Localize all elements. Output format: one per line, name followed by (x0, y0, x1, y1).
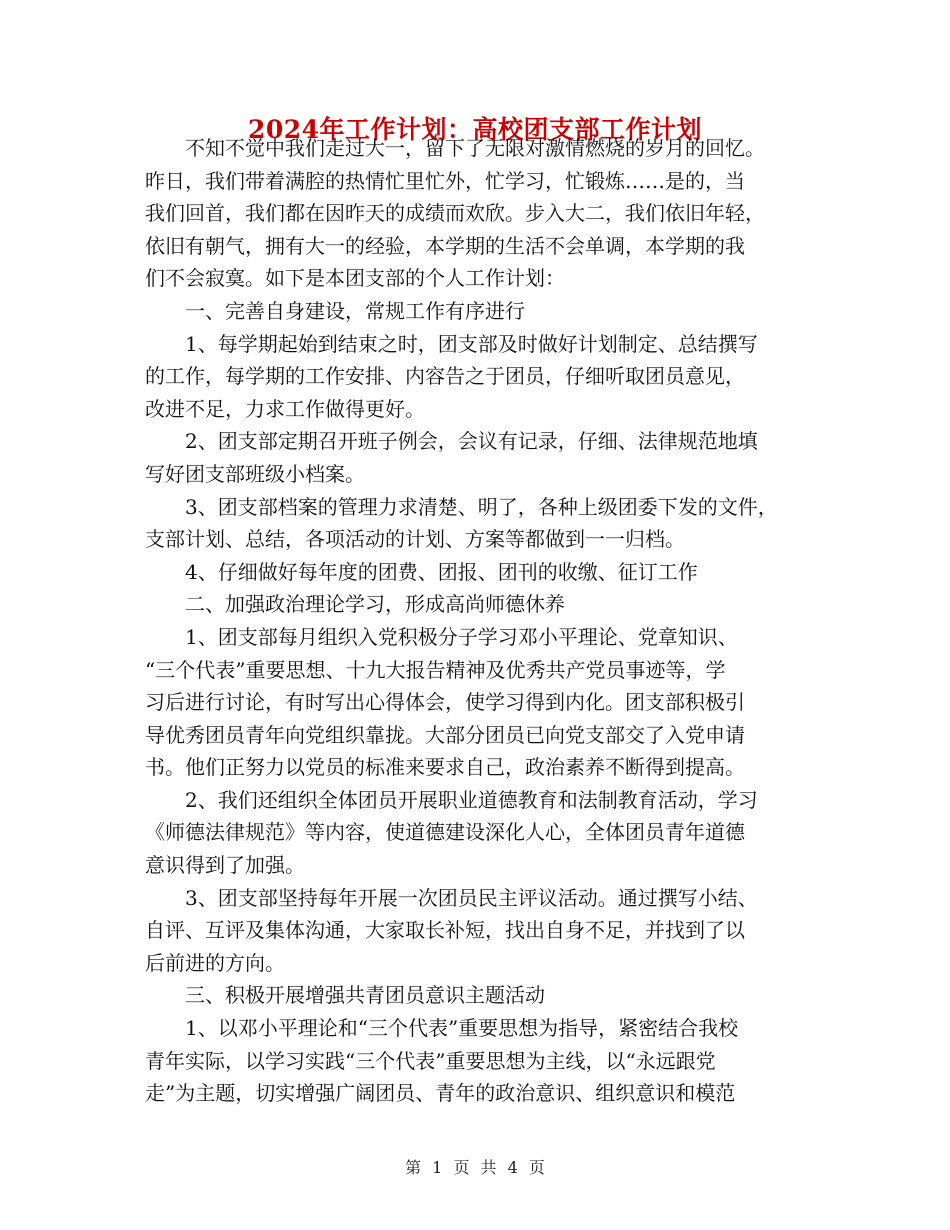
section-heading: 二、加强政治理论学习，形成高尚师德休养 (145, 592, 565, 617)
body-line: 后前进的方向。 (145, 950, 285, 975)
body-line: 1、每学期起始到结束之时，团支部及时做好计划制定、总结撰写 (145, 331, 758, 356)
body-line: 1、以邓小平理论和“三个代表”重要思想为指导，紧密结合我校 (145, 1016, 739, 1041)
document-title: 2024年工作计划：高校团支部工作计划 (247, 115, 703, 144)
body-line: 不知不觉中我们走过大一，留下了无限对激情燃烧的岁月的回忆。 (145, 136, 765, 160)
section-heading: 三、积极开展增强共青团员意识主题活动 (145, 983, 545, 1008)
body-line: 的工作，每学期的工作安排、内容告之于团员，仔细听取团员意见， (145, 364, 745, 389)
page-footer: 第 1 页 共 4 页 (405, 1158, 545, 1177)
body-line: 2、我们还组织全体团员开展职业道德教育和法制教育活动，学习 (145, 787, 758, 812)
body-line: 我们回首，我们都在因昨天的成绩而欢欣。步入大二，我们依旧年轻， (145, 201, 765, 226)
body-line: 们不会寂寞。如下是本团支部的个人工作计划： (145, 266, 565, 291)
body-line: 支部计划、总结，各项活动的计划、方案等都做到一一归档。 (145, 527, 685, 552)
document-body (145, 132, 817, 1110)
body-line: 1、团支部每月组织入党积极分子学习邓小平理论、党章知识、 (145, 624, 738, 649)
body-line: 改进不足，力求工作做得更好。 (145, 396, 425, 421)
body-line: 自评、互评及集体沟通，大家取长补短，找出自身不足，并找到了以 (145, 918, 745, 943)
body-line: 习后进行讨论，有时写出心得体会，使学习得到内化。团支部积极引 (145, 690, 745, 715)
body-line: 昨日，我们带着满腔的热情忙里忙外，忙学习，忙锻炼……是的，当 (145, 168, 745, 193)
body-line: 导优秀团员青年向党组织靠拢。大部分团员已向党支部交了入党申请 (145, 722, 745, 747)
body-line: “三个代表”重要思想、十九大报告精神及优秀共产党员事迹等，学 (145, 657, 726, 682)
body-line: 2、团支部定期召开班子例会，会议有记录，仔细、法律规范地填 (145, 429, 758, 454)
body-line: 意识得到了加强。 (145, 853, 305, 878)
body-line: 书。他们正努力以党员的标准来要求自己，政治素养不断得到提高。 (145, 755, 745, 780)
body-line: 依旧有朝气，拥有大一的经验，本学期的生活不会单调，本学期的我 (145, 233, 745, 258)
body-line: 3、团支部档案的管理力求清楚、明了，各种上级团委下发的文件， (145, 494, 778, 519)
body-line: 写好团支部班级小档案。 (145, 461, 365, 486)
body-line: 4、仔细做好每年度的团费、团报、团刊的收缴、征订工作 (145, 559, 698, 584)
body-line: 青年实际，以学习实践“三个代表”重要思想为主线，以“永远跟党 (145, 1048, 716, 1073)
section-heading: 一、完善自身建设，常规工作有序进行 (145, 298, 525, 323)
body-line: 走”为主题，切实增强广阔团员、青年的政治意识、组织意识和模范 (145, 1081, 736, 1106)
body-line: 《师德法律规范》等内容，使道德建设深化人心，全体团员青年道德 (145, 820, 745, 845)
body-line: 3、团支部坚持每年开展一次团员民主评议活动。通过撰写小结、 (145, 885, 758, 910)
